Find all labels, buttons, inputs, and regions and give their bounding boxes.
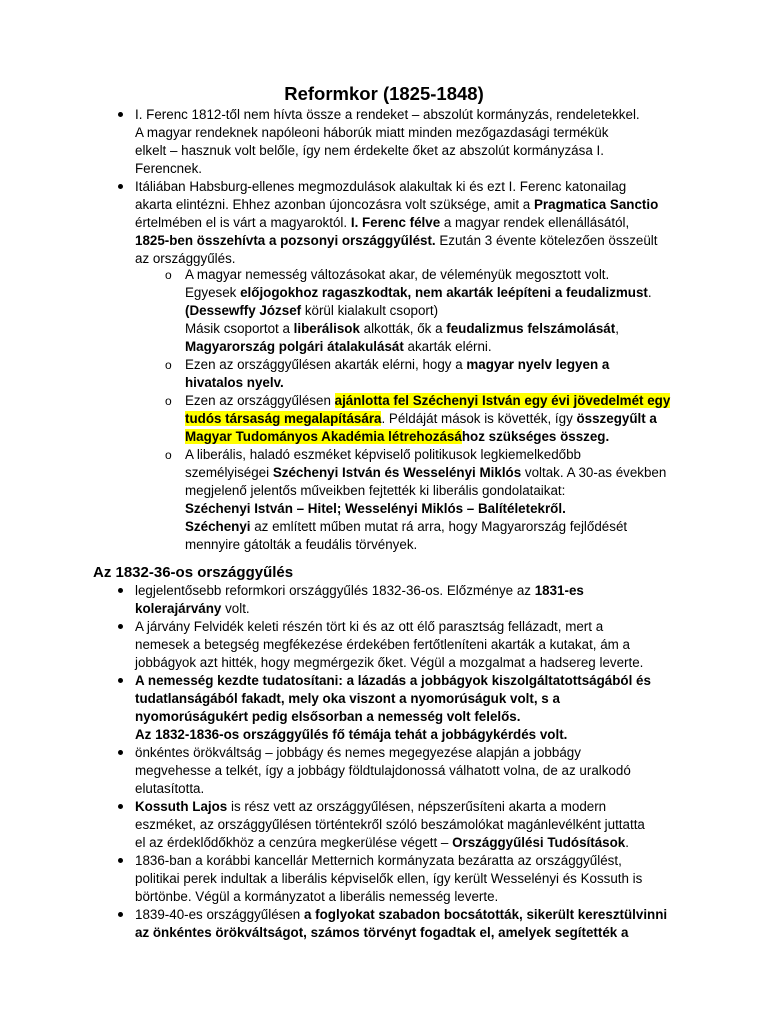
highlighted-text: Magyar Tudományos Akadémia létrehozásá (185, 429, 462, 444)
bold-text: előjogokhoz ragaszkodtak, nem akarták leépíteni a feudalizmust (240, 285, 648, 300)
text-span: a magyar rendek ellenállásától, (440, 215, 630, 230)
bold-line: tudatlanságából fakadt, mely oka viszont a nyomorúságuk volt, s a (135, 691, 560, 706)
text-line (185, 500, 695, 518)
text-line (135, 924, 695, 942)
bullet-item-9 (135, 906, 695, 942)
bold-text: (Dessewffy József (185, 303, 302, 318)
bullet-item-1 (135, 106, 695, 178)
bullet-item-7 (135, 798, 695, 852)
text-span: az említett műben mutat rá arra, hogy Magyarország fejlődését (250, 519, 628, 534)
text-span: akarta elintézni. Ehhez azonban újoncozásra volt szüksége, amit a (135, 197, 534, 212)
text-line (185, 284, 695, 302)
text-span: Egyesek (185, 285, 241, 300)
text-line (135, 600, 695, 618)
bold-text: Széchenyi István – Hitel; Wesselényi Miklós – Balítéletekről. (185, 501, 566, 516)
sub-item-2 (185, 356, 695, 392)
text-line (135, 196, 695, 214)
text-span: legjelentősebb reformkori országgyűlés 1832-36-os. Előzménye az (135, 583, 535, 598)
bold-text: 1831-es (534, 583, 584, 598)
bold-text: összegyűlt a (576, 411, 657, 426)
bold-text: Pragmatica Sanctio (533, 197, 659, 212)
sub-item-4 (185, 446, 695, 554)
bold-text: hivatalos nyelv. (185, 375, 284, 390)
bullet-item-2 (135, 178, 695, 268)
text-span: alkották, ők a (359, 321, 447, 336)
text-line: börtönbe. Végül a kormányzatot a liberális nemesség leverte. (135, 889, 499, 904)
bold-line: A nemesség kezdte tudatosítani: a lázadás a jobbágyok kiszolgáltatottságából és (135, 673, 651, 688)
text-line: o A liberális, haladó eszméket képviselő politikusok legkiemelkedőbb (185, 447, 581, 462)
text-line (185, 302, 695, 320)
text-line (185, 320, 695, 338)
bold-text: I. Ferenc félve (350, 215, 441, 230)
text-line: megjelenő jelentős műveikben fejtették ki liberális gondolataikat: (185, 483, 566, 498)
text-line: mennyire gátolták a feudális törvények. (185, 537, 418, 552)
bullet-item-8 (135, 852, 695, 906)
text-line: I. Ferenc 1812-től nem hívta össze a rendeket – abszolút kormányzás, rendeletekkel. (135, 107, 640, 122)
text-span: 1839-40-es országgyűlésen (135, 907, 304, 922)
bold-text: Magyarország polgári átalakulását (185, 339, 404, 354)
text-line (185, 374, 695, 392)
section-heading: Az 1832-36-os országgyűlés (93, 564, 294, 581)
text-line: Ferencnek. (135, 161, 202, 176)
text-line: A magyar rendeknek napóleoni háborúk miatt minden mezőgazdasági termékük (135, 125, 609, 140)
text-span: Ezen az országgyűlésen akarták elérni, hogy a (185, 357, 467, 372)
text-line (135, 232, 695, 250)
bold-line: Az 1832-1836-os országgyűlés fő témája tehát a jobbágykérdés volt. (135, 727, 568, 742)
text-line: eszméket, az országgyűlésen történtekről szóló beszámolókat magánlevélként juttatta (135, 817, 645, 832)
text-line (135, 214, 695, 232)
bold-text: az önkéntes örökváltságot, számos törvényt fogadtak el, amelyek segítették a (135, 925, 629, 940)
text-span: , (615, 321, 619, 336)
text-line (135, 798, 695, 816)
text-line: elkelt – hasznuk volt belőle, így nem érdekelte őket az abszolút kormányzása I. (135, 143, 604, 158)
text-span: Ezen az országgyűlésen (185, 393, 335, 408)
text-span: . Példáját mások is követték, így (381, 411, 577, 426)
text-span: voltak. A 30-as években (521, 465, 667, 480)
bold-text: a foglyokat szabadon bocsátották, sikerült keresztülvinni (303, 907, 668, 922)
text-span: is rész vett az országgyűlésen, népszerűsíteni akarta a modern (227, 799, 607, 814)
text-span: Ezután 3 évente kötelezően összeült (435, 233, 658, 248)
text-line (135, 834, 695, 852)
bold-text: 1825-ben összehívta a pozsonyi országgyűlést. (135, 233, 436, 248)
bold-text: Országgyűlési Tudósítások (452, 835, 626, 850)
bold-text: hoz szükséges összeg. (461, 429, 610, 444)
text-line (185, 356, 695, 374)
highlighted-text: ajánlotta fel Széchenyi István egy évi jövedelmét egy (334, 393, 671, 408)
text-span: . (647, 285, 652, 300)
bold-text: kolerajárvány (135, 601, 222, 616)
text-span: értelmében el is várt a magyaroktól. (135, 215, 351, 230)
text-line (135, 906, 695, 924)
text-line: 1836-ban a korábbi kancellár Metternich kormányzata bezáratta az országgyűlést, (135, 853, 622, 868)
bold-text: magyar nyelv legyen a (466, 357, 610, 372)
text-span: körül kialakult csoport) (301, 303, 439, 318)
text-line (185, 464, 695, 482)
text-line (135, 582, 695, 600)
bullet-item-3 (135, 582, 695, 618)
bold-line: nyomorúságukért pedig elsősorban a nemesség volt felelős. (135, 709, 521, 724)
text-span: el az érdeklődőkhöz a cenzúra megkerülése végett – (135, 835, 453, 850)
bold-text: Széchenyi István és Wesselényi Miklós (272, 465, 522, 480)
text-line: elutasította. (135, 781, 205, 796)
text-line (185, 518, 695, 536)
text-span: akarták elérni. (403, 339, 492, 354)
text-line: megvehesse a telkét, így a jobbágy földtulajdonossá válhatott volna, de az uralkodó (135, 763, 631, 778)
text-line: Itáliában Habsburg-ellenes megmozdulások alakultak ki és ezt I. Ferenc katonailag (135, 179, 627, 194)
bullet-item-4 (135, 618, 695, 672)
text-span: . (625, 835, 629, 850)
text-line (185, 392, 695, 410)
bold-text: Kossuth Lajos (135, 799, 228, 814)
text-line (185, 410, 695, 428)
text-line (185, 428, 695, 446)
text-line: jobbágyok azt hitték, hogy megmérgezik őket. Végül a mozgalmat a hadsereg leverte. (135, 655, 644, 670)
text-span: volt. (221, 601, 250, 616)
text-line: nemesek a betegség megfékezése érdekében fertőtleníteni akarták a kutakat, ám a (135, 637, 631, 652)
text-span: Másik csoportot a (185, 321, 294, 336)
bullet-item-6 (135, 744, 695, 798)
text-span: személyiségei (185, 465, 273, 480)
text-line: önkéntes örökváltság – jobbágy és nemes megegyezése alapján a jobbágy (135, 745, 581, 760)
bullet-item-5 (135, 672, 695, 744)
text-line (185, 338, 695, 356)
bold-text: feudalizmus felszámolását (446, 321, 616, 336)
page-title: Reformkor (1825-1848) (284, 83, 484, 104)
text-line: A járvány Felvidék keleti részén tört ki és az ott élő parasztság fellázadt, mert a (135, 619, 604, 634)
highlighted-text: tudós társaság megalapítására (185, 411, 382, 426)
text-line: politikai perek indultak a liberális képviselők ellen, így került Wesselényi és Kossuth is (135, 871, 643, 886)
bold-text: liberálisok (293, 321, 360, 336)
bold-text: Széchenyi (185, 519, 251, 534)
text-line: az országgyűlés. (135, 251, 236, 266)
text-line: o A magyar nemesség változásokat akar, de véleményük megosztott volt. (185, 267, 610, 282)
sub-item-3 (185, 392, 695, 446)
sub-item-1 (185, 266, 695, 356)
